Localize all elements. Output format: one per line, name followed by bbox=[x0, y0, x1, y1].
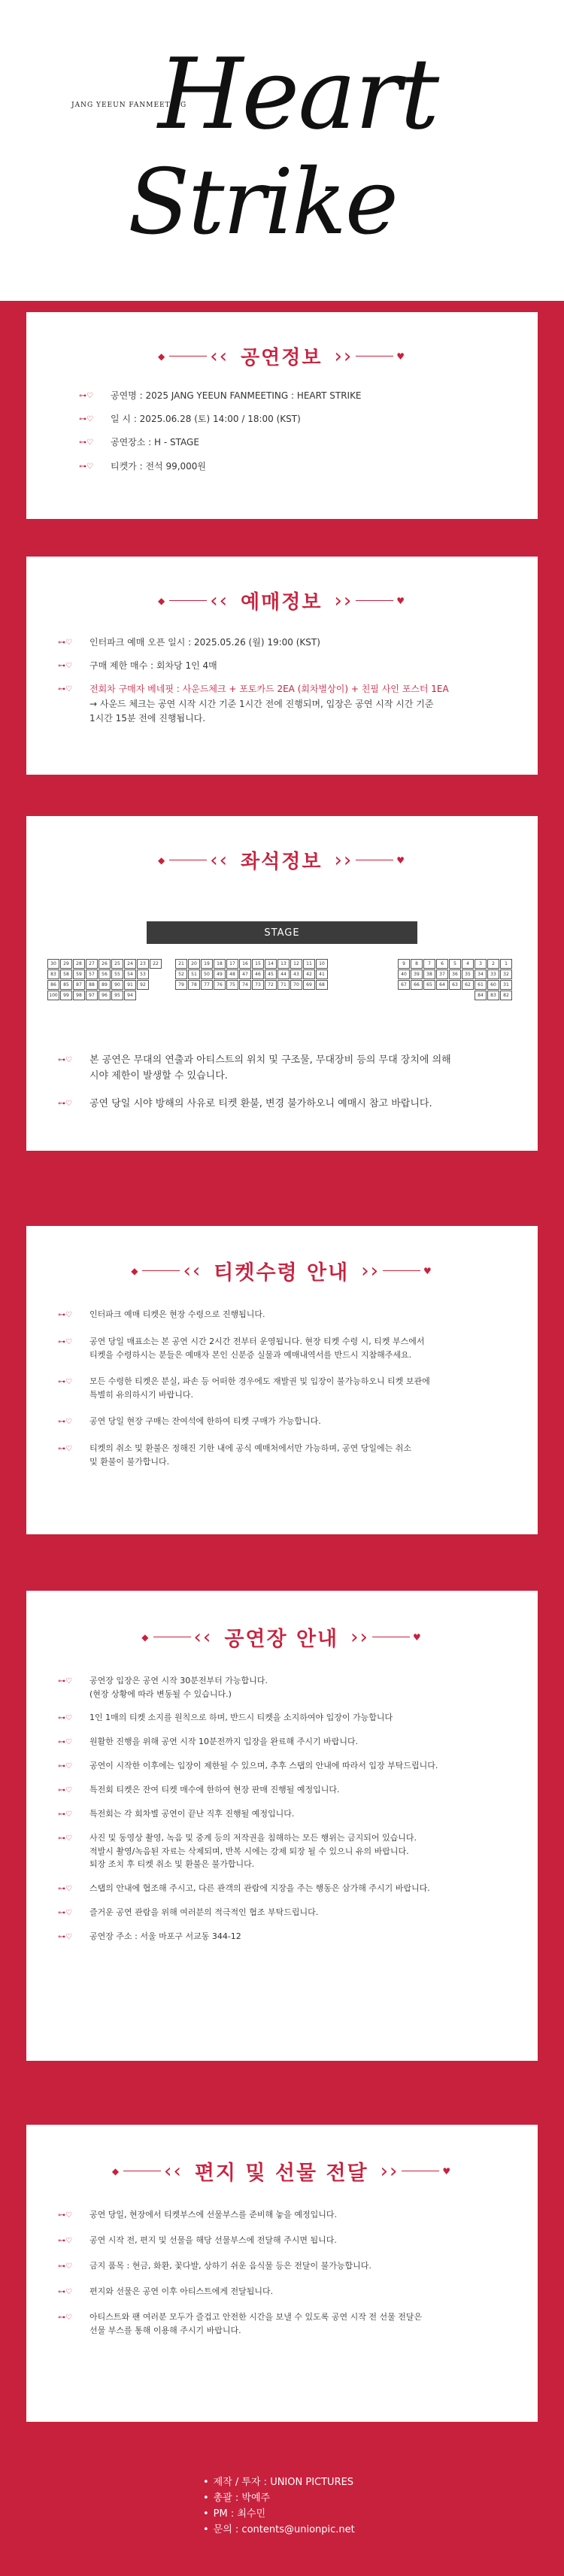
seat: 48 bbox=[226, 969, 238, 979]
seat: 18 bbox=[214, 959, 226, 969]
footer-contact[interactable]: • 문의 : contents@unionpic.net bbox=[203, 2524, 355, 2535]
footer-line: • PM : 최수민 bbox=[203, 2508, 266, 2520]
heart-arrow-icon: ⊶♡ bbox=[58, 1378, 72, 1387]
seat: 91 bbox=[124, 980, 136, 990]
seat: 83 bbox=[47, 969, 59, 979]
list-item: ⊶♡ 즐거운 공연 관람을 위해 여러분의 적극적인 협조 부탁드립니다. bbox=[58, 1906, 538, 1919]
arrow-chevron-heart-icon: ◆ ‹‹ bbox=[157, 344, 229, 368]
list-item: ⊶♡ 아티스트와 팬 여러분 모두가 즐겁고 안전한 시간을 보낼 수 있도록 공연 시작 전 선물 전달은 선물 부스를 통해 이용해 주시기 바랍니다. bbox=[58, 2312, 423, 2335]
seat: 76 bbox=[214, 980, 226, 990]
seat: 16 bbox=[239, 959, 251, 969]
footer-line: • 제작 / 투자 : UNION PICTURES bbox=[203, 2477, 354, 2488]
heart-arrow-icon: ⊶♡ bbox=[58, 1762, 72, 1771]
seat: 35 bbox=[462, 969, 474, 979]
seat: 20 bbox=[188, 959, 200, 969]
letters-gifts-card bbox=[26, 2125, 538, 2422]
seat-gap bbox=[462, 991, 474, 1000]
list-item: ⊶♡ 특전회는 각 회차별 공연이 끝난 직후 진행될 예정입니다. bbox=[58, 1807, 538, 1821]
seat: 89 bbox=[99, 980, 111, 990]
list-item: ⊶♡ 티켓의 취소 및 환불은 정해진 기한 내에 공식 예매처에서만 가능하며, 공연 당일에는 취소 및 환불이 불가합니다. bbox=[58, 1443, 411, 1467]
seat: 68 bbox=[316, 980, 328, 990]
list-item: ⊶♡ 편지와 선물은 공연 이후 아티스트에게 전달됩니다. bbox=[58, 2285, 538, 2298]
seat-gap bbox=[436, 991, 448, 1000]
list-item: ⊶♡ 공연장 입장은 공연 시작 30분전부터 가능합니다. (현장 상황에 따라 변동될 수 있습니다.) bbox=[58, 1676, 268, 1699]
list-item: ⊶♡ 사진 및 동영상 촬영, 녹음 및 중계 등의 저작권을 침해하는 모든 행위는 금지되어 있습니다. 적발시 촬영/녹음된 자료는 삭제되며, 반복 시에는 강제 퇴장 될 수 있으니 유의 바랍니다. 퇴장 조치 후 티켓 취소 및 환불은 불가합니다. bbox=[58, 1833, 417, 1870]
seat-block-left bbox=[47, 959, 162, 1000]
list-item: ⊶♡ 공연 당일 현장 구매는 잔여석에 한하여 티켓 구매가 가능합니다. bbox=[58, 1415, 538, 1428]
list-item: ⊶♡ 공연 시작 전, 편지 및 선물을 해당 선물부스에 전달해 주시면 됩니다. bbox=[58, 2234, 538, 2247]
seat: 47 bbox=[239, 969, 251, 979]
seat-gap bbox=[150, 980, 162, 990]
seat: 24 bbox=[124, 959, 136, 969]
arrow-chevron-heart-icon: ›› ♥ bbox=[380, 2159, 453, 2183]
seat: 64 bbox=[436, 980, 448, 990]
seat: 6 bbox=[436, 959, 448, 969]
list-item: ⊶♡ 모든 수령한 티켓은 분실, 파손 등 어떠한 경우에도 재발권 및 입장이 불가능하오니 티켓 보관에 특별히 유의하시기 바랍니다. bbox=[58, 1376, 430, 1400]
hero-subtitle: JANG YEEUN FANMEETING bbox=[71, 102, 187, 109]
seat: 4 bbox=[462, 959, 474, 969]
list-item: ⊶♡ 특전회 티켓은 잔여 티켓 매수에 한하여 현장 판매 진행될 예정입니다. bbox=[58, 1783, 538, 1797]
seat: 58 bbox=[60, 969, 72, 979]
seat: 60 bbox=[487, 980, 499, 990]
seat: 70 bbox=[290, 980, 302, 990]
seat: 72 bbox=[265, 980, 277, 990]
heart-arrow-icon: ⊶♡ bbox=[58, 1834, 72, 1843]
seat: 5 bbox=[449, 959, 461, 969]
seat: 34 bbox=[475, 969, 487, 979]
seat: 45 bbox=[265, 969, 277, 979]
footer-credits bbox=[203, 2474, 355, 2538]
seat: 38 bbox=[423, 969, 435, 979]
heart-arrow-icon: ⊶♡ bbox=[58, 1099, 72, 1108]
heart-arrow-icon: ⊶♡ bbox=[58, 1884, 72, 1893]
arrow-chevron-heart-icon: ›› ♥ bbox=[350, 1625, 423, 1649]
heart-arrow-icon: ⊶♡ bbox=[58, 685, 72, 694]
seat: 13 bbox=[277, 959, 290, 969]
seat-gap bbox=[398, 991, 410, 1000]
seat: 50 bbox=[201, 969, 213, 979]
ticket-pickup-card bbox=[26, 1226, 538, 1534]
seat: 87 bbox=[73, 980, 85, 990]
seat: 22 bbox=[150, 959, 162, 969]
seat: 23 bbox=[137, 959, 149, 969]
seat: 43 bbox=[290, 969, 302, 979]
seat: 14 bbox=[265, 959, 277, 969]
heart-arrow-icon: ⊶♡ bbox=[58, 1908, 72, 1917]
list-item: ⊶♡ 1인 1매의 티켓 소지를 원칙으로 하며, 반드시 티켓을 소지하여야 입장이 가능합니다 bbox=[58, 1711, 538, 1725]
venue-info-card bbox=[26, 1591, 538, 2061]
seat: 71 bbox=[277, 980, 290, 990]
seat: 27 bbox=[86, 959, 98, 969]
seat: 66 bbox=[411, 980, 423, 990]
seat: 36 bbox=[449, 969, 461, 979]
list-item: ⊶♡ 일 시 : 2025.06.28 (토) 14:00 / 18:00 (KST) bbox=[79, 414, 301, 425]
seat: 56 bbox=[99, 969, 111, 979]
heart-arrow-icon: ⊶♡ bbox=[58, 1311, 72, 1319]
seat: 44 bbox=[277, 969, 290, 979]
seat: 61 bbox=[475, 980, 487, 990]
seat: 40 bbox=[398, 969, 410, 979]
seat: 53 bbox=[137, 969, 149, 979]
section-title: ◆ ‹‹ 티켓수령 안내 ›› ♥ bbox=[131, 1259, 433, 1285]
heart-arrow-icon: ⊶♡ bbox=[58, 2211, 72, 2219]
seat: 100 bbox=[47, 991, 59, 1000]
hero-title-heart: Heart bbox=[158, 37, 438, 151]
benefit-note: → 사운드 체크는 공연 시작 시간 기준 1시간 전에 진행되며, 입장은 공연 시작 시간 기준 1시간 15분 전에 진행됩니다. bbox=[89, 698, 434, 724]
seat: 97 bbox=[86, 991, 98, 1000]
seat: 31 bbox=[500, 980, 512, 990]
seat: 9 bbox=[398, 959, 410, 969]
seat: 28 bbox=[73, 959, 85, 969]
heart-arrow-icon: ⊶♡ bbox=[79, 392, 93, 400]
seat: 55 bbox=[111, 969, 123, 979]
seat: 57 bbox=[86, 969, 98, 979]
arrow-chevron-heart-icon: ◆ ‹‹ bbox=[157, 589, 229, 612]
seat: 30 bbox=[47, 959, 59, 969]
seat: 94 bbox=[124, 991, 136, 1000]
list-item: ⊶♡ 공연 당일, 현장에서 티켓부스에 선물부스를 준비해 놓을 예정입니다. bbox=[58, 2208, 538, 2222]
seat: 11 bbox=[303, 959, 315, 969]
list-item: ⊶♡ 티켓가 : 전석 99,000원 bbox=[79, 460, 207, 472]
seat: 78 bbox=[188, 980, 200, 990]
booking-info-card bbox=[26, 557, 538, 775]
heart-arrow-icon: ⊶♡ bbox=[58, 1677, 72, 1685]
seat-gap bbox=[150, 991, 162, 1000]
heart-arrow-icon: ⊶♡ bbox=[58, 639, 72, 647]
seat: 98 bbox=[73, 991, 85, 1000]
list-item: ⊶♡ 스탭의 안내에 협조해 주시고, 다른 관객의 관람에 지장을 주는 행동은 삼가해 주시기 바랍니다. bbox=[58, 1882, 538, 1895]
seat: 79 bbox=[175, 980, 187, 990]
arrow-chevron-heart-icon: ›› ♥ bbox=[334, 589, 407, 612]
seat: 75 bbox=[226, 980, 238, 990]
seat: 83 bbox=[487, 991, 499, 1000]
heart-arrow-icon: ⊶♡ bbox=[79, 438, 93, 448]
heart-arrow-icon: ⊶♡ bbox=[58, 1738, 72, 1747]
seat: 52 bbox=[175, 969, 187, 979]
list-item: ⊶♡ 인터파크 예매 티켓은 현장 수령으로 진행됩니다. bbox=[58, 1308, 538, 1321]
seat: 86 bbox=[47, 980, 59, 990]
seat: 12 bbox=[290, 959, 302, 969]
seat-block-right bbox=[398, 959, 512, 1000]
list-item: ⊶♡ 원활한 진행을 위해 공연 시작 10분전까지 입장을 완료해 주시기 바랍니다. bbox=[58, 1735, 538, 1749]
heart-arrow-icon: ⊶♡ bbox=[58, 662, 72, 671]
seat-block-center bbox=[175, 959, 328, 990]
seat: 25 bbox=[111, 959, 123, 969]
heart-arrow-icon: ⊶♡ bbox=[58, 1445, 72, 1454]
heart-arrow-icon: ⊶♡ bbox=[58, 1786, 72, 1795]
heart-arrow-icon: ⊶♡ bbox=[58, 2262, 72, 2271]
section-title: ◆ ‹‹ 공연정보 ›› ♥ bbox=[157, 344, 407, 369]
heart-arrow-icon: ⊶♡ bbox=[58, 1932, 72, 1941]
seat: 10 bbox=[316, 959, 328, 969]
seat: 51 bbox=[188, 969, 200, 979]
seat: 54 bbox=[124, 969, 136, 979]
hero-banner bbox=[0, 0, 564, 301]
stage-label: STAGE bbox=[147, 921, 417, 944]
list-item: ⊶♡ 금지 품목 : 현금, 화환, 꽃다발, 상하기 쉬운 음식물 등은 전달이 불가능합니다. bbox=[58, 2259, 538, 2273]
seat: 62 bbox=[462, 980, 474, 990]
list-item: ⊶♡ 공연이 시작한 이후에는 입장이 제한될 수 있으며, 추후 스탭의 안내에 따라서 입장 부탁드립니다. bbox=[58, 1759, 538, 1773]
seat: 88 bbox=[86, 980, 98, 990]
arrow-chevron-heart-icon: ◆ ‹‹ bbox=[111, 2159, 183, 2183]
seat-info-card bbox=[26, 816, 538, 1151]
heart-arrow-icon: ⊶♡ bbox=[58, 1418, 72, 1427]
seat: 67 bbox=[398, 980, 410, 990]
seat: 65 bbox=[423, 980, 435, 990]
performance-info-card bbox=[26, 312, 538, 519]
list-item: ⊶♡ 본 공연은 무대의 연출과 아티스트의 위치 및 구조물, 무대장비 등의 무대 장치에 의해 시야 제한이 발생할 수 있습니다. bbox=[58, 1054, 451, 1082]
heart-arrow-icon: ⊶♡ bbox=[58, 1810, 72, 1819]
seat: 49 bbox=[214, 969, 226, 979]
seat-gap bbox=[150, 969, 162, 979]
seat: 1 bbox=[500, 959, 512, 969]
heart-arrow-icon: ⊶♡ bbox=[58, 1056, 72, 1064]
seat: 33 bbox=[487, 969, 499, 979]
seat: 17 bbox=[226, 959, 238, 969]
seat: 26 bbox=[99, 959, 111, 969]
seat: 74 bbox=[239, 980, 251, 990]
seat: 37 bbox=[436, 969, 448, 979]
seat: 84 bbox=[475, 991, 487, 1000]
list-item: ⊶♡ 공연명 : 2025 JANG YEEUN FANMEETING : HEART STRIKE bbox=[79, 390, 362, 401]
seat: 42 bbox=[303, 969, 315, 979]
list-item: ⊶♡ 공연 당일 매표소는 본 공연 시간 2시간 전부터 운영됩니다. 현장 티켓 수령 시, 티켓 부스에서 티켓을 수령하시는 분들은 예매자 본인 신분증 실물과 예매내역서를 반드시 지참해주세요. bbox=[58, 1337, 425, 1360]
section-title: ◆ ‹‹ 좌석정보 ›› ♥ bbox=[157, 848, 407, 873]
seat: 77 bbox=[201, 980, 213, 990]
arrow-chevron-heart-icon: ◆ ‹‹ bbox=[157, 848, 229, 872]
seat: 92 bbox=[137, 980, 149, 990]
heart-arrow-icon: ⊶♡ bbox=[58, 1714, 72, 1723]
list-item: ⊶♡ 공연장소 : H - STAGE bbox=[79, 437, 199, 448]
seat: 3 bbox=[475, 959, 487, 969]
list-item: ⊶♡ 공연 당일 시야 방해의 사유로 티켓 환불, 변경 불가하오니 예매시 참고 바랍니다. bbox=[58, 1097, 432, 1109]
seat: 90 bbox=[111, 980, 123, 990]
seat: 39 bbox=[411, 969, 423, 979]
seat: 21 bbox=[175, 959, 187, 969]
seat-gap bbox=[423, 991, 435, 1000]
seat: 82 bbox=[500, 991, 512, 1000]
seat: 73 bbox=[252, 980, 264, 990]
heart-arrow-icon: ⊶♡ bbox=[58, 1338, 72, 1346]
seat: 46 bbox=[252, 969, 264, 979]
heart-arrow-icon: ⊶♡ bbox=[79, 462, 93, 471]
list-item: ⊶♡ 공연장 주소 : 서울 마포구 서교동 344-12 bbox=[58, 1930, 538, 1943]
seat: 32 bbox=[500, 969, 512, 979]
heart-arrow-icon: ⊶♡ bbox=[58, 2288, 72, 2296]
seat: 99 bbox=[60, 991, 72, 1000]
arrow-chevron-heart-icon: ›› ♥ bbox=[334, 848, 407, 872]
seat-gap bbox=[137, 991, 149, 1000]
seat-gap bbox=[449, 991, 461, 1000]
heart-arrow-icon: ⊶♡ bbox=[58, 2237, 72, 2245]
heart-arrow-icon: ⊶♡ bbox=[58, 2314, 72, 2322]
section-title: ◆ ‹‹ 공연장 안내 ›› ♥ bbox=[141, 1625, 423, 1651]
hero-title-strike: Strike bbox=[128, 150, 397, 255]
footer-line: • 총괄 : 박예주 bbox=[203, 2493, 271, 2504]
seat: 63 bbox=[449, 980, 461, 990]
section-title: ◆ ‹‹ 편지 및 선물 전달 ›› ♥ bbox=[111, 2159, 453, 2185]
seat: 8 bbox=[411, 959, 423, 969]
seat: 95 bbox=[111, 991, 123, 1000]
seat: 19 bbox=[201, 959, 213, 969]
arrow-chevron-heart-icon: ◆ ‹‹ bbox=[141, 1625, 213, 1649]
seat: 29 bbox=[60, 959, 72, 969]
seat: 59 bbox=[73, 969, 85, 979]
seat-gap bbox=[411, 991, 423, 1000]
section-title: ◆ ‹‹ 예매정보 ›› ♥ bbox=[157, 589, 407, 614]
arrow-chevron-heart-icon: ›› ♥ bbox=[361, 1259, 433, 1282]
arrow-chevron-heart-icon: ›› ♥ bbox=[334, 344, 407, 368]
seat: 2 bbox=[487, 959, 499, 969]
seat: 15 bbox=[252, 959, 264, 969]
seat: 41 bbox=[316, 969, 328, 979]
arrow-chevron-heart-icon: ◆ ‹‹ bbox=[131, 1259, 202, 1282]
seat: 85 bbox=[60, 980, 72, 990]
seat: 7 bbox=[423, 959, 435, 969]
list-item: ⊶♡ 구매 제한 매수 : 회차당 1인 4매 bbox=[58, 660, 217, 672]
list-item-benefit: ⊶♡ 전회차 구매자 베네핏 : 사운드체크 + 포토카드 2EA (회차별상이) + 친필 사인 포스터 1EA bbox=[58, 684, 449, 695]
seat: 96 bbox=[99, 991, 111, 1000]
list-item: ⊶♡ 인터파크 예매 오픈 일시 : 2025.05.26 (월) 19:00 (KST) bbox=[58, 637, 320, 648]
seat: 69 bbox=[303, 980, 315, 990]
heart-arrow-icon: ⊶♡ bbox=[79, 415, 93, 424]
